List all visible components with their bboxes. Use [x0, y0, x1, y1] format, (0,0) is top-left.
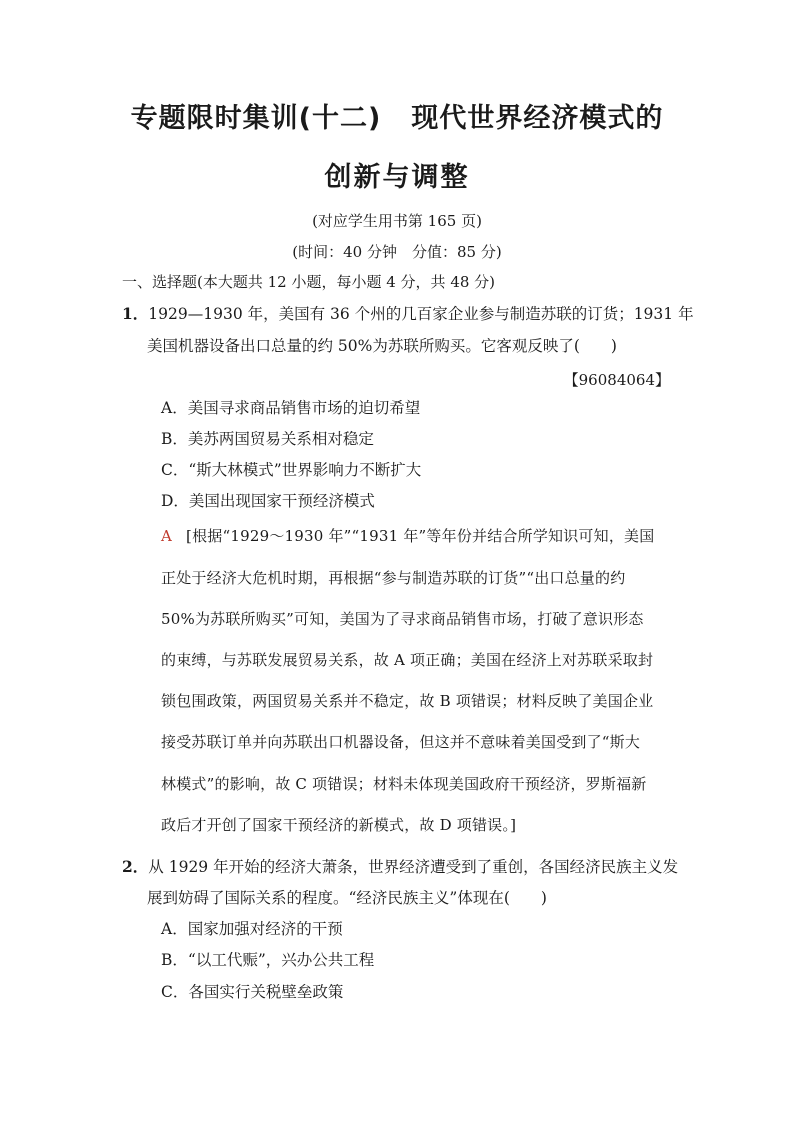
title-part1: 专题限时集训(十二) — [130, 103, 382, 134]
explanation-line-5: 锁包围政策，两国贸易关系并不稳定，故 B 项错误；材料反映了美国企业 — [161, 692, 654, 710]
question-2-option-a: A．国家加强对经济的干预 — [161, 920, 343, 938]
question-1-option-d: D．美国出现国家干预经济模式 — [161, 492, 375, 510]
section-heading: 一、选择题(本大题共 12 小题，每小题 4 分，共 48 分) — [122, 273, 496, 291]
explanation-line-6: 接受苏联订单并向苏联出口机器设备，但这并不意味着美国受到了“斯大 — [161, 733, 641, 751]
question-1-stem-1: 1929—1930 年，美国有 36 个州的几百家企业参与制造苏联的订货；1931 年 — [148, 305, 694, 323]
explanation-line-2: 正处于经济大危机时期，再根据“参与制造苏联的订货”“出口总量的约 — [161, 569, 626, 587]
explanation-line-1 — [161, 526, 654, 546]
explanation-line-8: 政后才开创了国家干预经济的新模式，故 D 项错误。] — [161, 816, 517, 834]
page-title-line1 — [0, 96, 794, 135]
explanation-text-1: [根据“1929～1930 年”“1931 年”等年份并结合所学知识可知，美国 — [186, 527, 655, 545]
question-2-option-c: C．各国实行关税壁垒政策 — [161, 983, 344, 1001]
explanation-line-3: 50%为苏联所购买”可知，美国为了寻求商品销售市场，打破了意识形态 — [161, 610, 644, 628]
question-2-line1 — [122, 857, 678, 877]
question-2-number: 2． — [122, 857, 149, 876]
question-1-line1 — [122, 304, 694, 324]
title-part2: 现代世界经济模式的 — [411, 103, 664, 134]
explanation-line-7: 林模式”的影响，故 C 项错误；材料未体现美国政府干预经济，罗斯福新 — [161, 775, 647, 793]
explanation-line-4: 的束缚，与苏联发展贸易关系，故 A 项正确；美国在经济上对苏联采取封 — [161, 651, 654, 669]
question-1-stem-2: 美国机器设备出口总量的约 50%为苏联所购买。它客观反映了( ) — [147, 337, 617, 355]
source-note: (对应学生用书第 165 页) — [312, 212, 482, 230]
question-2-option-b: B．“以工代赈”，兴办公共工程 — [161, 951, 375, 969]
question-2-stem-2: 展到妨碍了国际关系的程度。“经济民族主义”体现在( ) — [147, 889, 547, 907]
question-1-option-b: B．美苏两国贸易关系相对稳定 — [161, 430, 374, 448]
question-2-stem-1: 从 1929 年开始的经济大萧条，世界经济遭受到了重创，各国经济民族主义发 — [148, 858, 679, 876]
question-1-option-a: A．美国寻求商品销售市场的迫切希望 — [161, 399, 421, 417]
answer-letter: A — [161, 527, 173, 545]
question-1-code: 【96084064】 — [563, 371, 670, 389]
question-1-option-c: C．“斯大林模式”世界影响力不断扩大 — [161, 461, 422, 479]
time-score-note: (时间：40 分钟 分值：85 分) — [292, 243, 502, 261]
question-1-number: 1． — [122, 304, 149, 323]
page-title-line2: 创新与调整 — [324, 162, 470, 193]
